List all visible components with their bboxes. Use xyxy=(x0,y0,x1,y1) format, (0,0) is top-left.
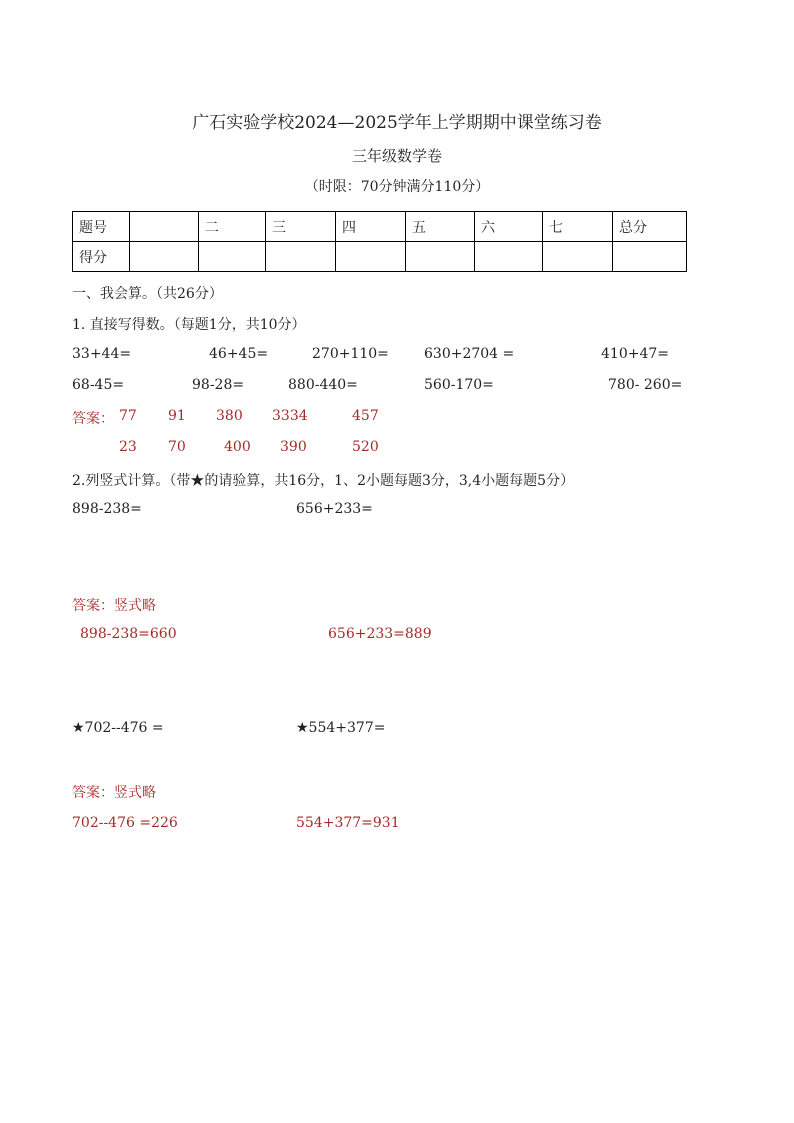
q2-answer: 898-238=660 xyxy=(80,626,177,642)
table-cell xyxy=(543,242,613,272)
q2-problem: ★554+377= xyxy=(296,720,386,736)
q1-answer: 457 xyxy=(352,408,379,424)
q1-problem: 33+44= xyxy=(72,346,132,362)
q2-problem: ★702--476 = xyxy=(72,720,164,736)
table-cell xyxy=(613,242,687,272)
table-cell: 二 xyxy=(199,212,266,242)
q1-answer: 23 xyxy=(119,439,137,455)
table-cell xyxy=(475,242,543,272)
table-cell: 六 xyxy=(475,212,543,242)
table-cell xyxy=(336,242,406,272)
q1-answer: 380 xyxy=(216,408,243,424)
q1-answer: 520 xyxy=(352,439,379,455)
q1-problem: 270+110= xyxy=(312,346,389,362)
q1-answer: 70 xyxy=(168,439,186,455)
q1-problem: 630+2704 = xyxy=(424,346,515,362)
answer-label: 答案：竖式略 xyxy=(72,785,156,801)
answer-label: 答案： xyxy=(72,411,114,427)
q2-problem: 898-238= xyxy=(72,501,142,517)
q1-answer: 77 xyxy=(119,408,137,424)
q2-answer: 554+377=931 xyxy=(296,815,400,831)
score-table-header-row xyxy=(73,212,687,242)
page-subtitle: 三年级数学卷 xyxy=(351,147,442,165)
table-cell: 四 xyxy=(336,212,406,242)
section1-heading: 一、我会算。（共26分） xyxy=(72,286,223,302)
table-cell xyxy=(406,242,475,272)
table-cell: 三 xyxy=(266,212,336,242)
q1-answer: 390 xyxy=(280,439,307,455)
q2-answer: 656+233=889 xyxy=(328,626,432,642)
score-table xyxy=(72,211,687,272)
page-title: 广石实验学校2024—2025学年上学期期中课堂练习卷 xyxy=(192,113,602,133)
q1-problem: 880-440= xyxy=(288,377,358,393)
q2-problem: 656+233= xyxy=(296,501,373,517)
table-cell xyxy=(199,242,266,272)
q1-label: 1. 直接写得数。（每题1分，共10分） xyxy=(72,317,306,333)
q2-label: 2.列竖式计算。（带★的请验算，共16分，1、2小题每题3分，3,4小题每题5分） xyxy=(72,473,575,489)
table-cell xyxy=(266,242,336,272)
q2-answer: 702--476 =226 xyxy=(72,815,178,831)
q1-answer: 400 xyxy=(224,439,251,455)
table-cell xyxy=(130,242,199,272)
time-limit: （时限：70分钟满分110分） xyxy=(304,179,490,195)
q1-answer: 3334 xyxy=(272,408,308,424)
q1-problem: 68-45= xyxy=(72,377,125,393)
q1-problem: 780- 260= xyxy=(608,377,683,393)
table-cell: 得分 xyxy=(73,242,130,272)
table-cell: 五 xyxy=(406,212,475,242)
q1-problem: 46+45= xyxy=(209,346,269,362)
table-cell xyxy=(130,212,199,242)
q1-problem: 560-170= xyxy=(424,377,494,393)
q1-problem: 98-28= xyxy=(192,377,245,393)
answer-label: 答案：竖式略 xyxy=(72,598,156,614)
table-cell: 七 xyxy=(543,212,613,242)
score-table-score-row xyxy=(73,242,687,272)
table-cell: 题号 xyxy=(73,212,130,242)
q1-answer: 91 xyxy=(168,408,186,424)
q1-problem: 410+47= xyxy=(601,346,669,362)
table-cell: 总分 xyxy=(613,212,687,242)
